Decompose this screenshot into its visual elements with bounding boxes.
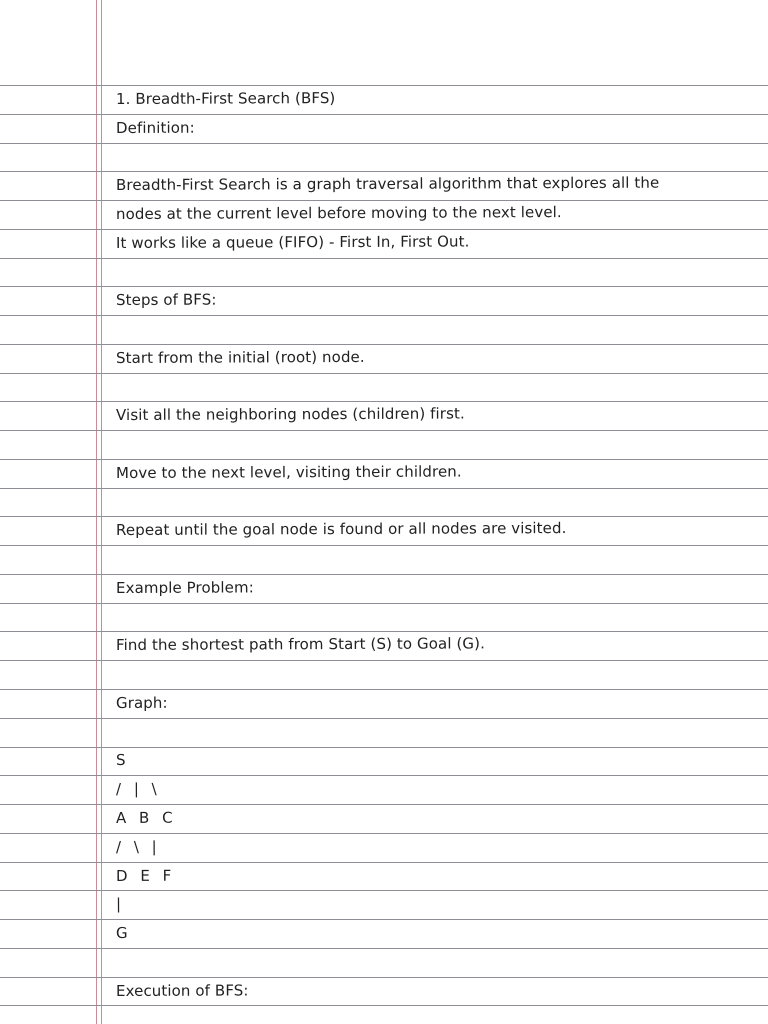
- graph-row: S: [115, 750, 130, 769]
- step-item: Repeat until the goal node is found or all nodes are visited.: [115, 519, 567, 539]
- graph-row: |: [115, 894, 126, 913]
- rule-line: [0, 804, 768, 805]
- margin-line-left: [96, 0, 97, 1024]
- rule-line: [0, 344, 768, 345]
- section-heading: 1. Breadth-First Search (BFS): [115, 89, 336, 108]
- rule-line: [0, 977, 768, 978]
- graph-row: A B C: [115, 808, 177, 827]
- rule-line: [0, 833, 768, 834]
- rule-line: [0, 603, 768, 604]
- rule-line: [0, 258, 768, 259]
- graph-label: Graph:: [115, 693, 168, 712]
- rule-line: [0, 114, 768, 115]
- rule-line: [0, 689, 768, 690]
- rule-line: [0, 143, 768, 144]
- rule-line: [0, 315, 768, 316]
- definition-label: Definition:: [115, 118, 195, 137]
- step-item: Move to the next level, visiting their children.: [115, 462, 462, 482]
- rule-line: [0, 516, 768, 517]
- rule-line: [0, 545, 768, 546]
- margin-line-right: [101, 0, 102, 1024]
- rule-line: [0, 229, 768, 230]
- graph-row: / | \: [115, 779, 161, 798]
- step-item: Start from the initial (root) node.: [115, 347, 365, 367]
- example-problem-text: Find the shortest path from Start (S) to Goal (G).: [115, 634, 485, 654]
- steps-label: Steps of BFS:: [115, 290, 217, 309]
- definition-text-line-2: nodes at the current level before moving to the next level.: [115, 203, 562, 223]
- rule-line: [0, 919, 768, 920]
- rule-line: [0, 459, 768, 460]
- rule-line: [0, 948, 768, 949]
- rule-line: [0, 574, 768, 575]
- rule-line: [0, 660, 768, 661]
- rule-line: [0, 430, 768, 431]
- graph-row: / \ |: [115, 837, 161, 856]
- rule-line: [0, 286, 768, 287]
- rule-line: [0, 775, 768, 776]
- rule-line: [0, 488, 768, 489]
- rule-line: [0, 373, 768, 374]
- rule-line: [0, 718, 768, 719]
- rule-line: [0, 200, 768, 201]
- rule-line: [0, 862, 768, 863]
- graph-row: D E F: [115, 866, 176, 885]
- rule-line: [0, 401, 768, 402]
- rule-line: [0, 85, 768, 86]
- step-item: Visit all the neighboring nodes (children) first.: [115, 404, 465, 424]
- rule-line: [0, 631, 768, 632]
- rule-line: [0, 890, 768, 891]
- definition-text-line-3: It works like a queue (FIFO) - First In, First Out.: [115, 232, 470, 252]
- example-label: Example Problem:: [115, 578, 254, 597]
- execution-label: Execution of BFS:: [115, 981, 249, 1000]
- rule-line: [0, 747, 768, 748]
- definition-text-line-1: Breadth-First Search is a graph traversal algorithm that explores all the: [115, 173, 660, 194]
- graph-row: G: [115, 923, 132, 942]
- rule-line: [0, 1005, 768, 1006]
